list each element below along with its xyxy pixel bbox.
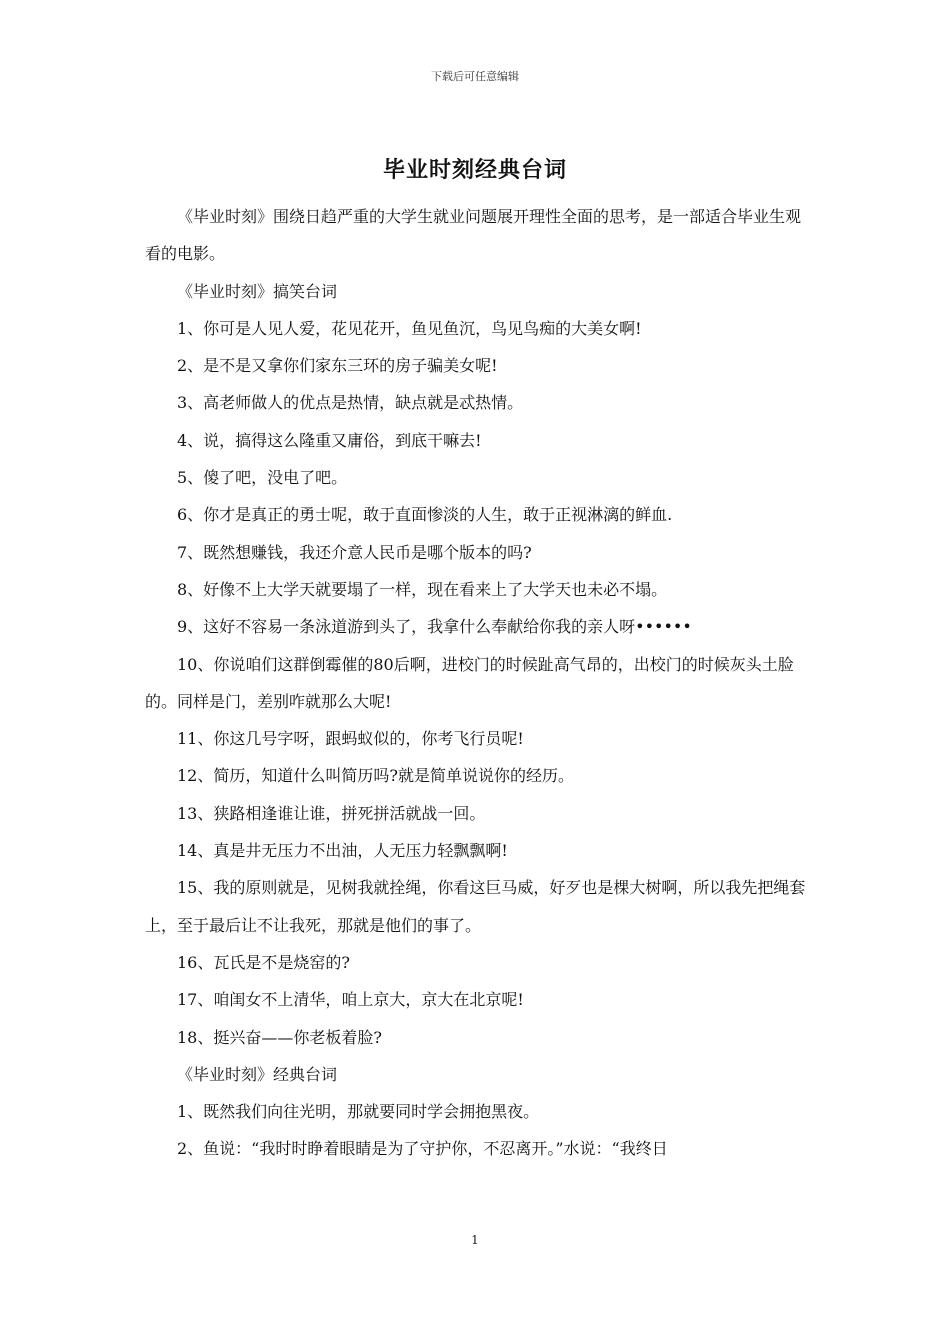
- quote-item: 1、既然我们向往光明，那就要同时学会拥抱黑夜。: [177, 1102, 540, 1122]
- quote-item: 2、鱼说：“我时时睁着眼睛是为了守护你，不忍离开。”水说：“我终日: [177, 1139, 668, 1159]
- document-title: 毕业时刻经典台词: [382, 158, 567, 183]
- quote-item: 2、是不是又拿你们家东三环的房子骗美女呢!: [177, 356, 498, 376]
- quote-item: 7、既然想赚钱，我还介意人民币是哪个版本的吗?: [177, 542, 532, 562]
- quote-item: 5、傻了吧，没电了吧。: [177, 468, 348, 488]
- quote-item: 15、我的原则就是，见树我就拴绳，你看这巨马威，好歹也是棵大树啊，所以我先把绳套上，至于最后让不让我死，那就是他们的事了。: [145, 878, 806, 935]
- quote-item: 14、真是井无压力不出油，人无压力轻飘飘啊!: [177, 841, 508, 861]
- quote-item: 1、你可是人见人爱，花见花开，鱼见鱼沉，鸟见鸟痴的大美女啊!: [177, 318, 642, 338]
- quote-item: 6、你才是真正的勇士呢，敢于直面惨淡的人生，敢于正视淋漓的鲜血.: [177, 505, 673, 525]
- page-number: 1: [471, 1233, 479, 1247]
- quote-item: 9、这好不容易一条泳道游到头了，我拿什么奉献给你我的亲人呀••••••: [177, 617, 692, 637]
- quote-item: 3、高老师做人的优点是热情，缺点就是忒热情。: [177, 393, 524, 413]
- quote-item: 12、简历，知道什么叫简历吗?就是简单说说你的经历。: [177, 766, 574, 786]
- document-body: [145, 198, 807, 1168]
- quote-item: 10、你说咱们这群倒霉催的80后啊，进校门的时候趾高气昂的，出校门的时候灰头土脸的。同样是门，差别咋就那么大呢!: [145, 654, 794, 711]
- paragraph-intro: 《毕业时刻》围绕日趋严重的大学生就业问题展开理性全面的思考，是一部适合毕业生观看的电影。: [145, 207, 802, 264]
- quote-item: 17、咱闺女不上清华，咱上京大，京大在北京呢!: [177, 990, 524, 1010]
- section-heading-funny-lines: 《毕业时刻》搞笑台词: [177, 281, 338, 301]
- quote-item: 11、你这几号字呀，跟蚂蚁似的，你考飞行员呢!: [177, 729, 524, 749]
- quote-item: 16、瓦氏是不是烧窑的?: [177, 952, 350, 972]
- quote-item: 4、说，搞得这么隆重又庸俗，到底干嘛去!: [177, 430, 482, 450]
- quote-item: 18、挺兴奋——你老板着脸?: [177, 1027, 382, 1047]
- header-note: 下载后可任意编辑: [431, 70, 519, 83]
- quote-item: 13、狭路相逢谁让谁，拼死拼活就战一回。: [177, 803, 486, 823]
- quote-item: 8、好像不上大学天就要塌了一样，现在看来上了大学天也未必不塌。: [177, 579, 668, 599]
- section-heading-classic-lines: 《毕业时刻》经典台词: [177, 1064, 338, 1084]
